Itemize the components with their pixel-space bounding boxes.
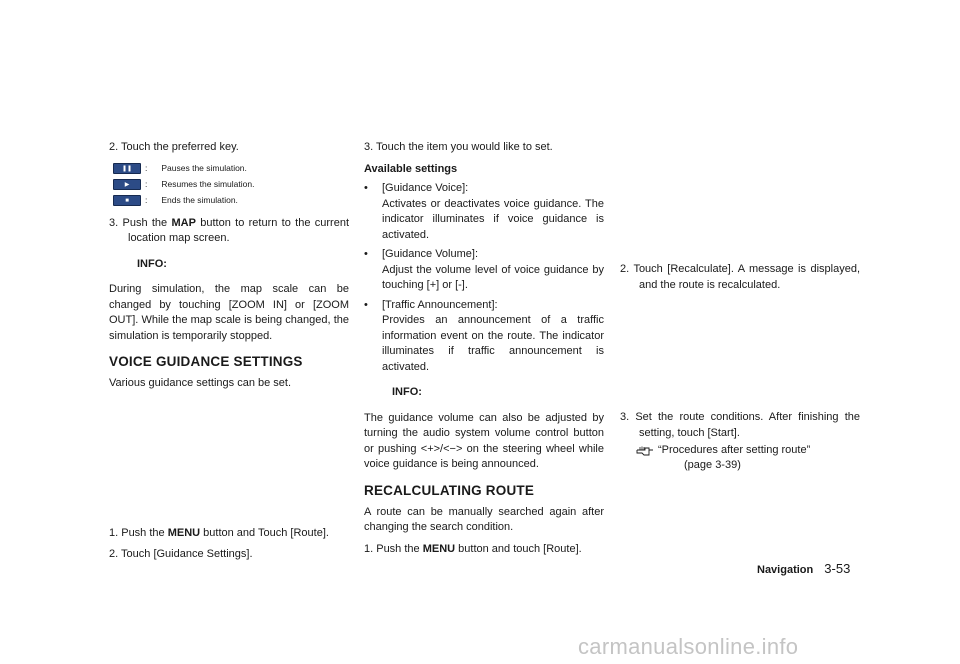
step-touch-item: 3. Touch the item you would like to set. [364,141,553,153]
column-right [620,140,860,473]
key-colon: : [145,162,148,173]
step-set-route-conditions: 3. Set the route conditions. After finishing the setting, touch [Start]. [620,411,860,439]
page-reference [620,443,860,473]
list-item: • [Traffic Announcement]: [364,298,498,311]
step-push-menu: 1. Push the MENU button and Touch [Route]. [109,526,329,539]
key-description: Resumes the simulation. [161,178,255,189]
page-number: 3-53 [824,561,851,576]
pause-icon: ❚❚ [113,163,141,174]
section-heading-recalculating-route: RECALCULATING ROUTE [364,482,535,498]
figure-space [109,398,349,526]
available-settings-heading: Available settings [364,162,458,175]
step-push-map: 3. Push the MAP button to return to the current location map screen. [109,216,349,244]
column-left [109,140,349,569]
simulation-key-list [113,162,349,208]
step-touch-preferred-key: 2. Touch the preferred key. [109,141,239,153]
info-text: The guidance volume can also be adjusted by turning the audio system volume control button or pushing <+>/<−> on the steering wheel while voice guidance is being announced. [364,411,604,470]
info-text: During simulation, the map scale can be changed by touching [ZOOM IN] or [ZOOM OUT]. While the map scale is being changed, the simulation is temporarily stopped. [109,283,349,342]
list-item-description: Activates or deactivates voice guidance. The indicator illuminates if voice guidance is activated. [382,197,604,241]
page-footer [757,561,850,576]
figure-space [620,299,860,410]
figure-space [620,140,860,262]
step-push-menu: 1. Push the MENU button and touch [Route]. [364,542,582,555]
list-item: • [Guidance Volume]: [364,248,479,260]
reference-title: “Procedures after setting route” [658,444,811,456]
key-row-play [113,178,349,192]
column-middle [364,140,604,563]
list-item: • [Guidance Voice]: [364,182,469,194]
reference-page: (page 3-39) [684,459,741,471]
reference-hand-icon [636,445,654,457]
key-row-stop [113,194,349,208]
footer-section: Navigation [757,564,814,576]
key-colon: : [145,194,148,205]
info-label: INFO: [392,386,422,398]
key-row-pause [113,162,349,176]
info-label: INFO: [137,257,167,270]
watermark: carmanualsonline.info [578,634,799,659]
key-description: Ends the simulation. [161,194,238,205]
step-touch-guidance-settings: 2. Touch [Guidance Settings]. [109,548,253,560]
key-colon: : [145,178,148,189]
stop-icon: ■ [113,195,141,206]
step-touch-recalculate: 2. Touch [Recalculate]. A message is displayed, and the route is recalculated. [620,263,860,291]
list-item-description: Provides an announcement of a traffic information event on the route. The indicator illuminates if traffic announcement is activated. [382,314,604,373]
list-item-description: Adjust the volume level of voice guidance by touching [+] or [-]. [382,263,604,291]
section-intro: A route can be manually searched again after changing the search condition. [364,505,604,533]
key-description: Pauses the simulation. [161,162,247,173]
section-intro: Various guidance settings can be set. [109,377,292,389]
play-icon: ▶ [113,179,141,190]
section-heading-voice-guidance: VOICE GUIDANCE SETTINGS [109,354,303,369]
